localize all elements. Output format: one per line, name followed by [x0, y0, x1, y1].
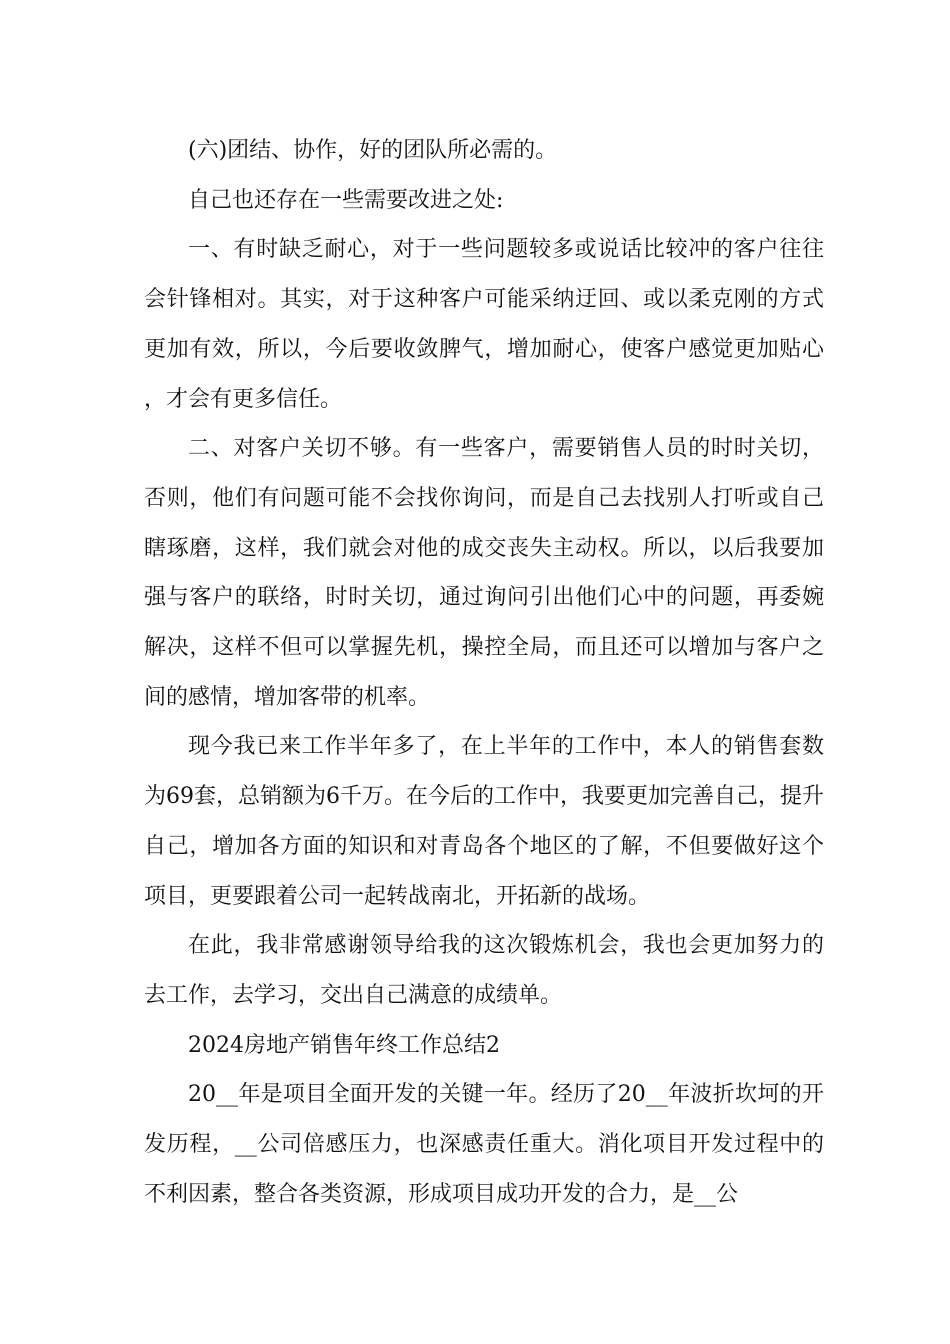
paragraph-half-year-sales: 现今我已来工作半年多了，在上半年的工作中，本人的销售套数为69套，总销额为6千万。在今后的工作中，我要更加完善自己，提升自己，增加各方面的知识和对青岛各个地区的了解，不但要做好这个项目，更要跟着公司一起转战南北，开拓新的战场。 — [144, 734, 824, 909]
section-title: 2024房地产销售年终工作总结2 — [188, 1032, 500, 1058]
paragraph-teamwork: (六)团结、协作，好的团队所必需的。 — [188, 138, 558, 163]
paragraph-thanks: 在此，我非常感谢领导给我的这次锻炼机会，我也会更加努力的去工作，去学习，交出自己满意的成绩单。 — [144, 933, 824, 1008]
paragraph-patience: 一、有时缺乏耐心，对于一些问题较多或说话比较冲的客户往往会针锋相对。其实，对于这种客户可能采纳迂回、或以柔克刚的方式更加有效，所以，今后要收敛脾气，增加耐心，使客户感觉更加贴心，才会有更多信任。 — [144, 237, 824, 412]
document-body — [144, 126, 824, 1219]
paragraph-customer-care: 二、对客户关切不够。有一些客户，需要销售人员的时时关切，否则，他们有问题可能不会找你询问，而是自己去找别人打听或自己瞎琢磨，这样，我们就会对他的成交丧失主动权。所以，以后我要加强与客户的联络，时时关切，通过询问引出他们心中的问题，再委婉解决，这样不但可以掌握先机，操控全局，而且还可以增加与客户之间的感情，增加客带的机率。 — [144, 436, 824, 710]
paragraph-improvements-intro: 自己也还存在一些需要改进之处: — [188, 187, 504, 213]
paragraph-project-development: 20__年是项目全面开发的关键一年。经历了20__年波折坎坷的开发历程，__公司倍感压力，也深感责任重大。消化项目开发过程中的不利因素，整合各类资源，形成项目成功开发的合力，是__公 — [144, 1082, 824, 1207]
